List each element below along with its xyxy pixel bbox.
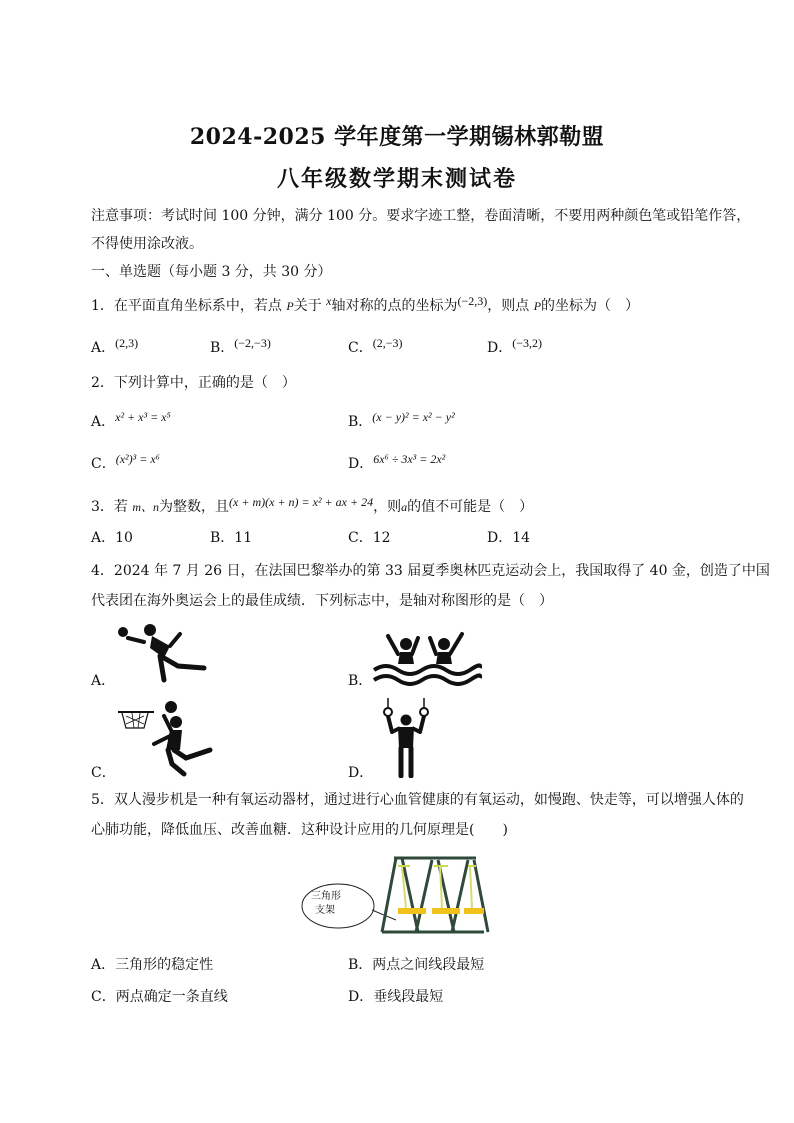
option-value: (x − y)² = x² − y²: [372, 410, 455, 424]
q1-option-d[interactable]: [487, 338, 542, 358]
option-value: (−2,−3): [234, 336, 271, 350]
option-label: D．: [348, 456, 374, 472]
q5-option-b[interactable]: [348, 955, 484, 975]
exam-title-line2: 八年级数学期末测试卷: [276, 166, 517, 192]
option-label: A．: [91, 530, 116, 546]
option-label: B．: [348, 414, 373, 430]
q1-option-c[interactable]: [348, 338, 402, 358]
q5-option-a[interactable]: [91, 955, 213, 975]
q3-var-a: a: [401, 500, 408, 514]
option-value: 两点确定一条直线: [115, 989, 228, 1005]
option-label: C．: [91, 989, 116, 1005]
notice-line1: 注意事项：考试时间 100 分钟，满分 100 分。要求字迹工整，卷面清晰，不要用两种颜色笔或铅笔作答，: [91, 208, 751, 224]
option-value: (2,3): [115, 336, 139, 350]
option-label: D．: [487, 340, 513, 356]
q1-text-1: 1．在平面直角坐标系中，若点: [91, 298, 287, 314]
option-value: (2,−3): [372, 336, 403, 350]
q4-option-a-label[interactable]: A．: [91, 673, 116, 689]
option-value: 两点之间线段最短: [372, 957, 485, 973]
section-heading: 一、单选题（每小题 3 分，共 30 分）: [91, 264, 332, 280]
question-5-line1: 5．双人漫步机是一种有氧运动器材，通过进行心血管健康的有氧运动，如慢跑、快走等，可以增强人体的: [91, 792, 744, 808]
question-1-stem: [91, 296, 639, 316]
option-label: A．: [91, 957, 116, 973]
q2-option-b[interactable]: [348, 412, 455, 432]
option-value: 10: [115, 530, 133, 546]
q1-text-4: ，则点: [487, 298, 534, 314]
option-label: B．: [348, 957, 373, 973]
option-value: 垂线段最短: [373, 989, 444, 1005]
option-value: x² + x³ = x⁵: [115, 410, 171, 424]
q3-text-1: 3．若: [91, 499, 133, 515]
basketball-player-icon: [114, 700, 214, 778]
q5-option-c[interactable]: [91, 987, 228, 1007]
option-label: B．: [210, 340, 235, 356]
question-2-stem: 2．下列计算中，正确的是（ ）: [91, 375, 296, 391]
q3-text-3: ，则: [373, 499, 402, 515]
callout-label-line1: 三角形: [311, 891, 341, 902]
q1-text-5: 的坐标为（ ）: [541, 298, 640, 314]
option-value: 6x⁶ ÷ 3x³ = 2x²: [373, 452, 446, 466]
q1-var-x: x: [326, 294, 332, 308]
option-label: B．: [210, 530, 235, 546]
q3-option-a[interactable]: [91, 528, 133, 548]
rings-gymnast-icon: [380, 696, 432, 778]
option-label: D．: [348, 989, 374, 1005]
option-value: 14: [512, 530, 531, 546]
q3-option-c[interactable]: [348, 528, 391, 548]
q3-text-4: 的值不可能是（ ）: [407, 499, 534, 515]
q2-option-c[interactable]: [91, 454, 160, 474]
notice-line2: 不得使用涂改液。: [91, 236, 203, 252]
q4-option-c-label[interactable]: C．: [91, 765, 116, 781]
q2-option-a[interactable]: [91, 412, 171, 432]
question-4-line1: 4．2024 年 7 月 26 日，在法国巴黎举办的第 33 届夏季奥林匹克运动会上，我国取得了 40 金，创造了中国: [91, 563, 770, 579]
option-value: 三角形的稳定性: [115, 957, 214, 973]
option-value: (−3,2): [512, 336, 542, 350]
q3-text-2: 为整数，且: [159, 499, 230, 515]
option-value: 12: [372, 530, 391, 546]
q3-vars: m、n: [132, 500, 160, 514]
q2-option-d[interactable]: [348, 454, 445, 474]
q1-option-b[interactable]: [210, 338, 271, 358]
option-value: (x²)³ = x⁶: [115, 452, 160, 466]
option-label: D．: [487, 530, 513, 546]
q3-option-d[interactable]: [487, 528, 530, 548]
callout-label-line2: 支架: [315, 905, 335, 916]
q1-var-p: P: [286, 299, 294, 313]
option-label: C．: [348, 530, 373, 546]
option-label: C．: [348, 340, 373, 356]
option-label: A．: [91, 414, 116, 430]
q1-text-3: 轴对称的点的坐标为: [331, 298, 458, 314]
question-4-line2: 代表团在海外奥运会上的最佳成绩．下列标志中，是轴对称图形的是（ ）: [91, 593, 553, 609]
q1-text-2: 关于: [293, 298, 327, 314]
q1-var-p2: P: [533, 299, 542, 313]
question-5-line2: 心肺功能，降低血压、改善血糖．这种设计应用的几何原理是( ): [91, 822, 508, 838]
q4-option-d-label[interactable]: D．: [348, 765, 374, 781]
q1-point: (−2,3): [457, 294, 488, 308]
option-label: A．: [91, 340, 116, 356]
q4-option-b-label[interactable]: B．: [348, 673, 373, 689]
exam-title-line1: 2024-2025 学年度第一学期锡林郭勒盟: [189, 124, 605, 150]
swimmers-icon: [372, 626, 482, 686]
option-value: 11: [234, 530, 253, 546]
option-label: C．: [91, 456, 116, 472]
volleyball-player-icon: [114, 622, 210, 684]
q1-option-a[interactable]: [91, 338, 138, 358]
question-3-stem: [91, 497, 533, 517]
q5-option-d[interactable]: [348, 987, 443, 1007]
q3-expression: (x + m)(x + n) = x² + ax + 24: [229, 495, 374, 509]
q3-option-b[interactable]: [210, 528, 252, 548]
